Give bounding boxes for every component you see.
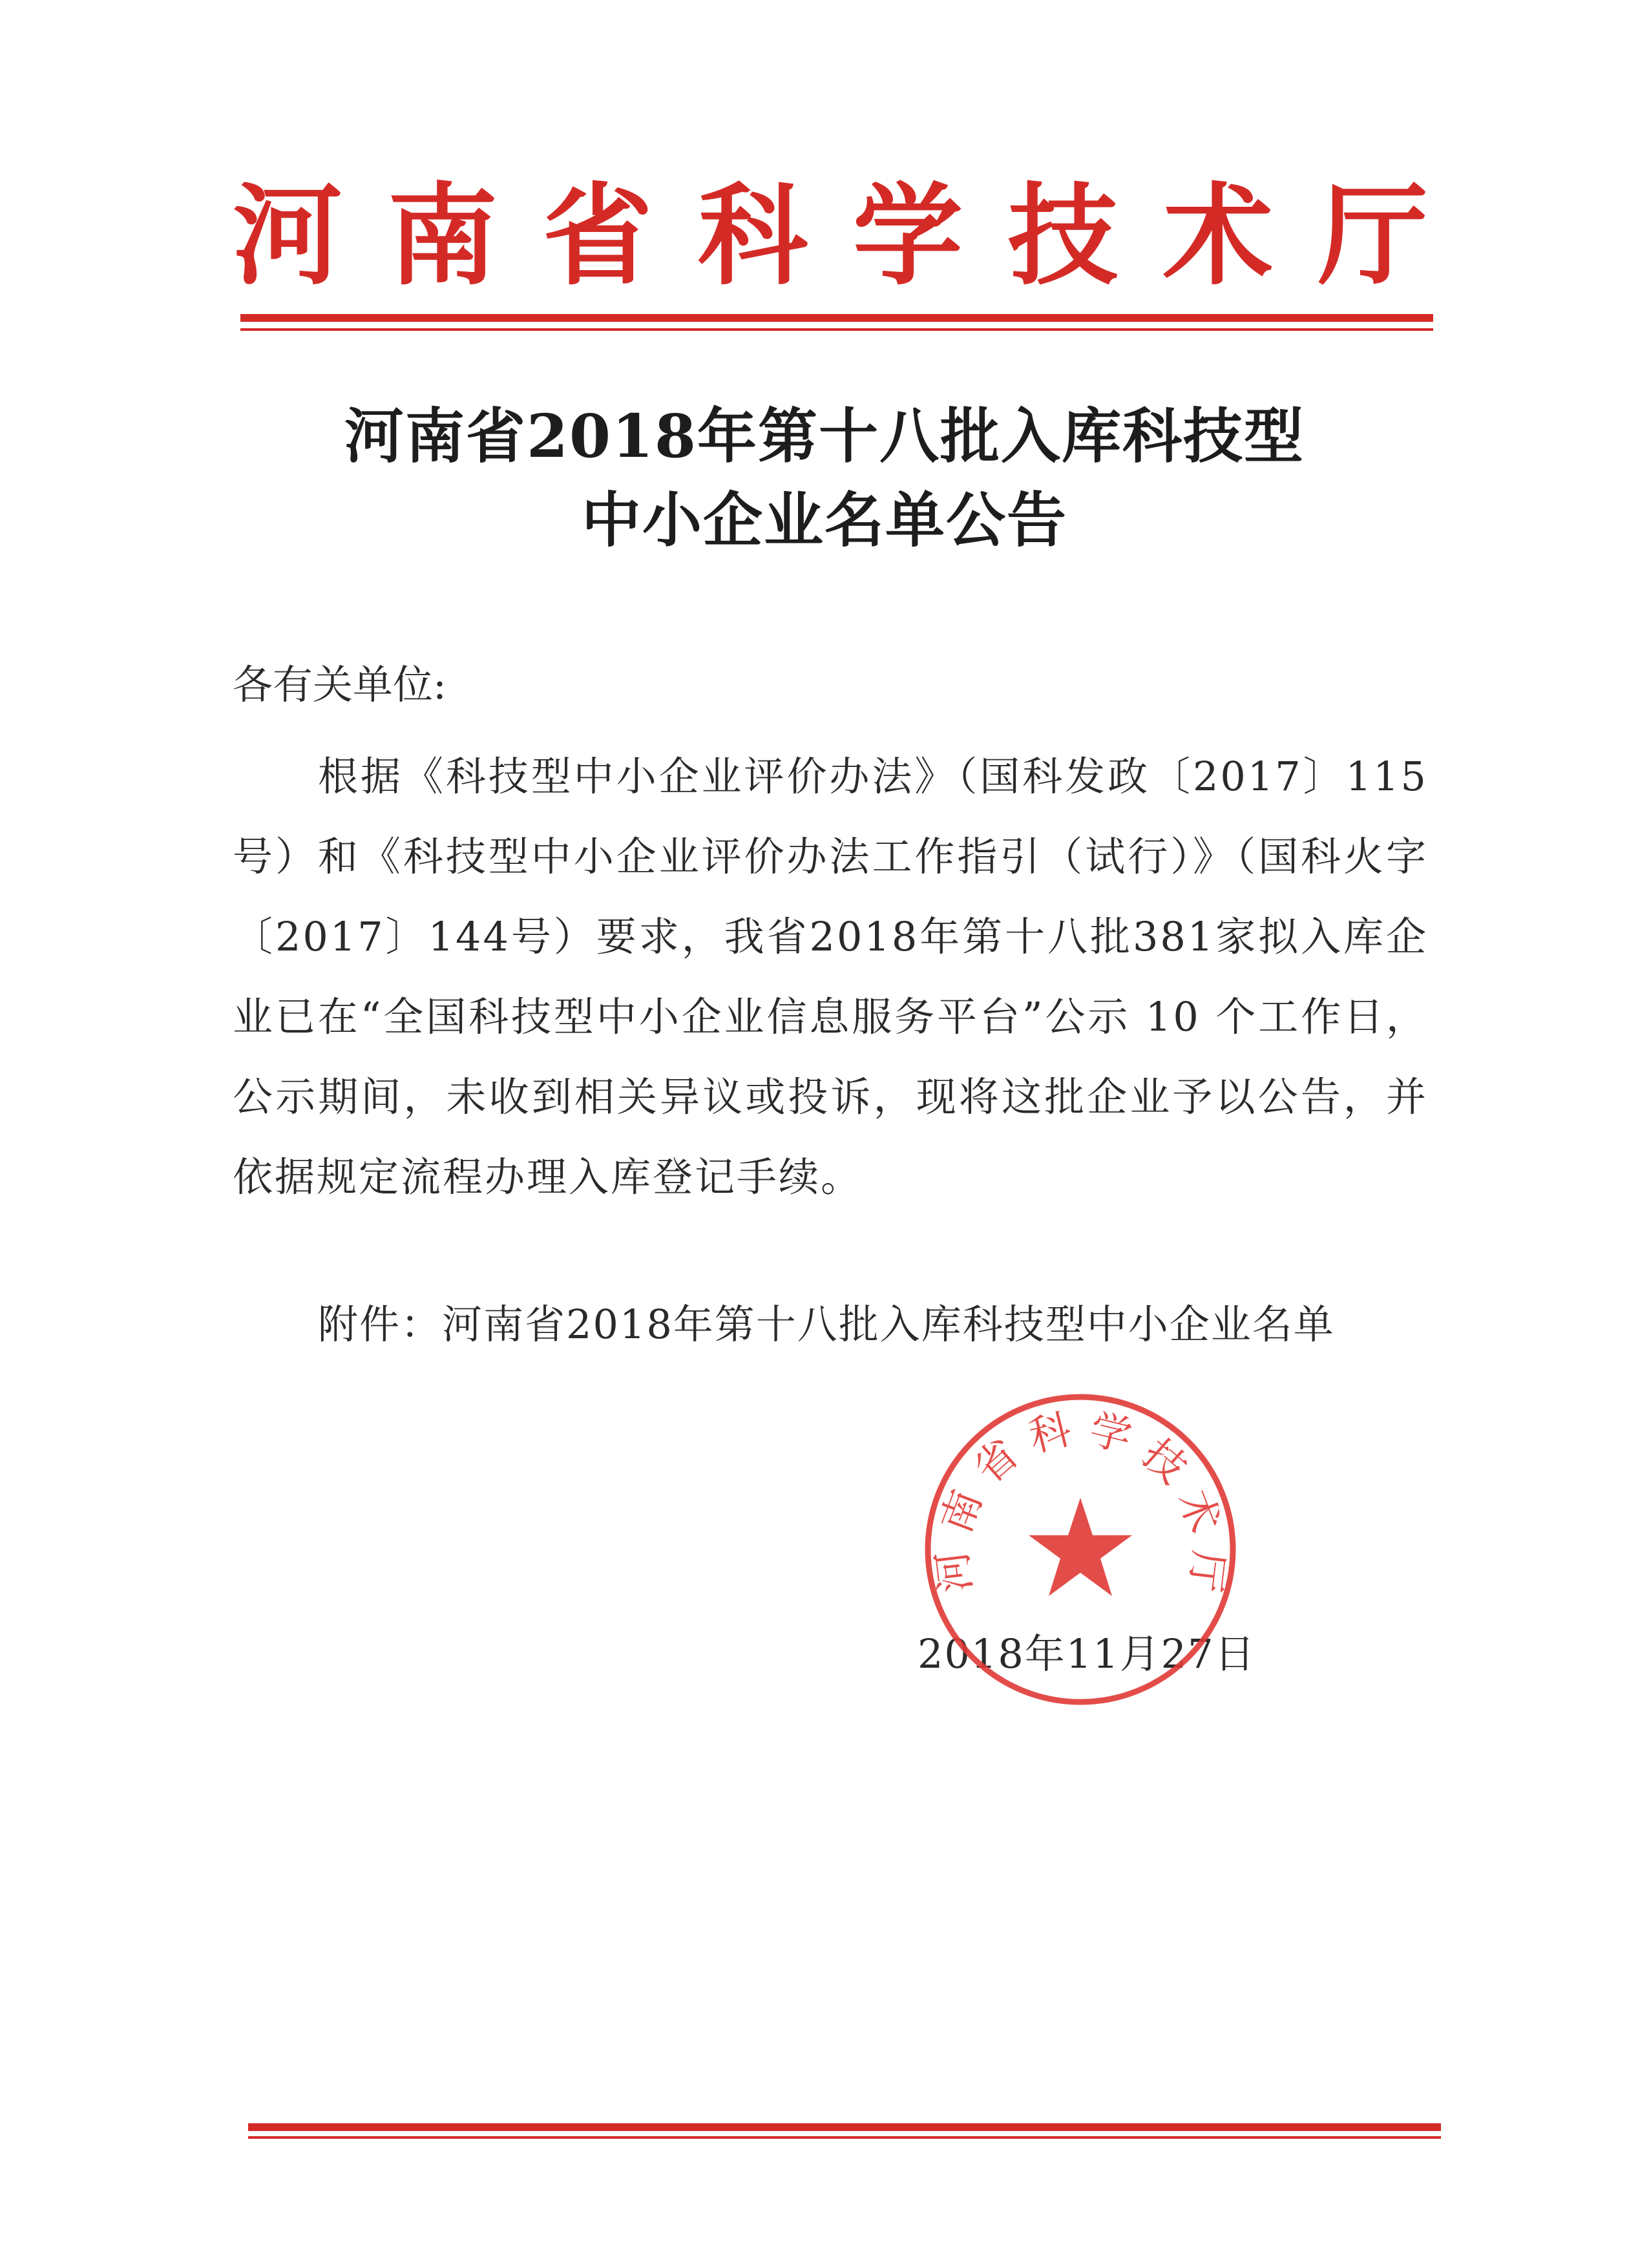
- letterhead-char: 南: [387, 171, 498, 300]
- official-seal: [920, 1389, 1241, 1710]
- attachment-line: 附件：河南省2018年第十八批入库科技型中小企业名单: [318, 1301, 1335, 1348]
- letterhead-org-name: [233, 171, 1428, 300]
- footer-divider-thick: [248, 2123, 1441, 2131]
- header-divider-thick: [240, 314, 1433, 322]
- letterhead-char: 学: [852, 171, 963, 300]
- letterhead-char: 术: [1162, 171, 1273, 300]
- header-divider-thin: [240, 328, 1433, 331]
- document-title-line-1: 河南省2018年第十八批入库科技型: [344, 401, 1305, 471]
- seal-text: 河 南 省 科 学 技 术 厅: [928, 1405, 1233, 1595]
- letterhead-char: 河: [233, 171, 343, 300]
- document-title-line-2: 中小企业名单公告: [581, 485, 1067, 555]
- letterhead-char: 厅: [1318, 171, 1428, 300]
- salutation: 各有关单位:: [233, 661, 446, 708]
- letterhead-char: 省: [542, 171, 653, 300]
- footer-divider-thin: [248, 2136, 1441, 2139]
- letterhead-char: 技: [1007, 171, 1118, 300]
- body-paragraph: 根据《科技型中小企业评价办法》（国科发政〔2017〕115号）和《科技型中小企业评价办法工作指引（试行）》（国科火字〔2017〕144号）要求，我省2018年第十八批381家拟入库企业已在“全国科技型中小企业信息服务平台”公示 10 个工作日，公示期间，未收到相关异议或投诉，现将这批企业予以公告，并依据规定流程办理入库登记手续。: [233, 753, 1428, 1201]
- star-icon: [1029, 1498, 1132, 1596]
- issue-date: 2018年11月27日: [918, 1630, 1256, 1677]
- letterhead-char: 科: [697, 171, 808, 300]
